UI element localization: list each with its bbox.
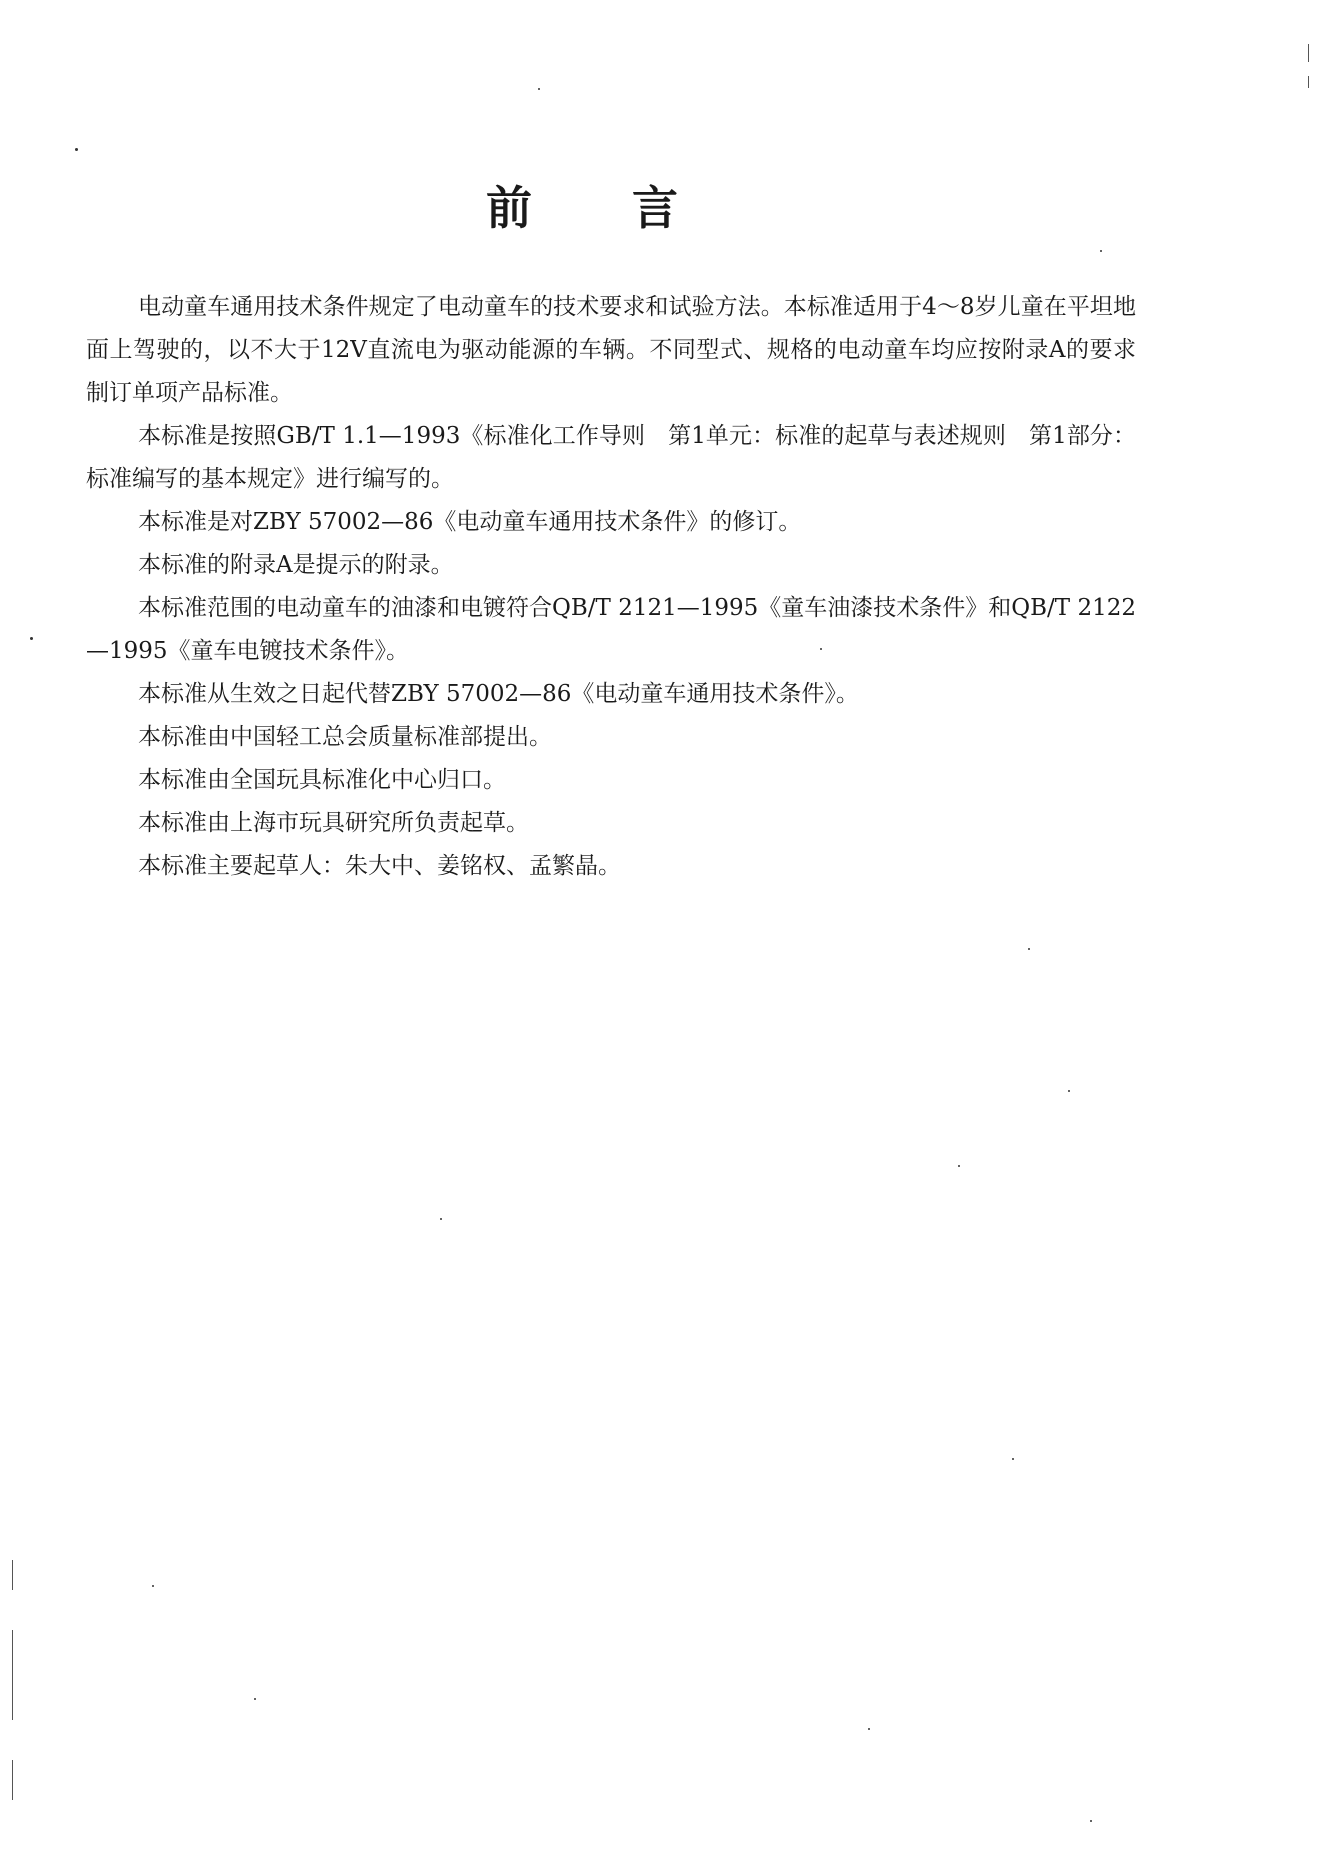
scan-speck <box>75 148 78 151</box>
scan-speck <box>538 88 540 90</box>
paragraph: 本标准的附录A是提示的附录。 <box>138 552 454 578</box>
scan-speck <box>958 1165 960 1167</box>
paragraph: 本标准由上海市玩具研究所负责起草。 <box>138 810 529 836</box>
paragraph: 本标准是按照GB/T 1.1—1993《标准化工作导则 第1单元：标准的起草与表述规则 第1部分：标准编写的基本规定》进行编写的。 <box>86 423 1136 492</box>
paragraph: 本标准范围的电动童车的油漆和电镀符合QB/T 2121—1995《童车油漆技术条件》和QB/T 2122—1995《童车电镀技术条件》。 <box>86 595 1136 664</box>
scan-edge-mark <box>12 1560 13 1590</box>
page-title: 前 言 <box>485 181 720 235</box>
paragraph: 本标准由全国玩具标准化中心归口。 <box>138 767 506 793</box>
scan-edge-mark <box>12 1630 13 1720</box>
scan-speck <box>1012 1458 1014 1460</box>
scan-speck <box>152 1585 154 1587</box>
scan-edge-mark <box>1308 44 1309 62</box>
paragraph: 电动童车通用技术条件规定了电动童车的技术要求和试验方法。本标准适用于4～8岁儿童在平坦地面上驾驶的，以不大于12V直流电为驱动能源的车辆。不同型式、规格的电动童车均应按附录A的要求制订单项产品标准。 <box>86 294 1136 406</box>
scan-speck <box>868 1728 870 1730</box>
scan-speck <box>1028 948 1030 950</box>
scan-speck <box>440 1218 442 1220</box>
paragraph: 本标准是对ZBY 57002—86《电动童车通用技术条件》的修订。 <box>138 509 802 535</box>
body-text <box>86 286 1136 888</box>
paragraph: 本标准从生效之日起代替ZBY 57002—86《电动童车通用技术条件》。 <box>138 681 859 707</box>
scan-speck <box>1068 1090 1070 1092</box>
scan-speck <box>30 637 33 640</box>
scan-edge-mark <box>12 1760 13 1800</box>
scan-edge-mark <box>1308 76 1309 88</box>
scan-speck <box>1100 250 1102 252</box>
scan-speck <box>254 1698 256 1700</box>
paragraph: 本标准主要起草人：朱大中、姜铭权、孟繁晶。 <box>138 853 621 879</box>
scan-speck <box>820 648 822 650</box>
scan-speck <box>1090 1820 1092 1822</box>
paragraph: 本标准由中国轻工总会质量标准部提出。 <box>138 724 552 750</box>
